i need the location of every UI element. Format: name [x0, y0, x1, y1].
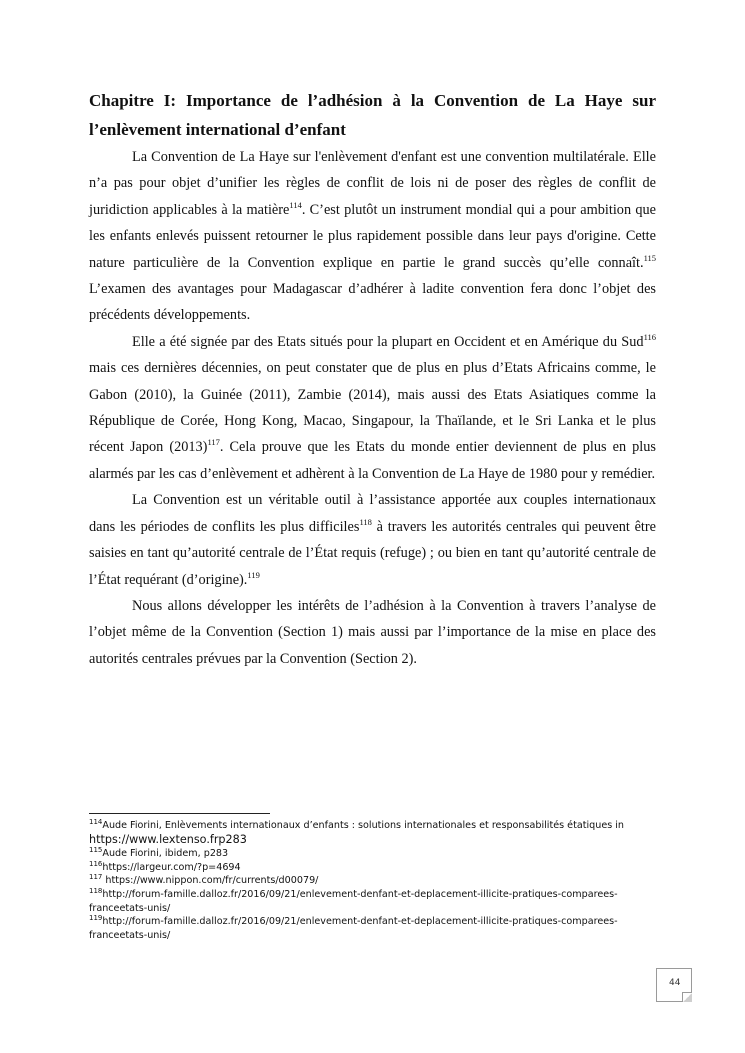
footnote-ref-114[interactable]: 114 [289, 199, 302, 210]
footnote-separator [89, 813, 270, 814]
footnote-ref-119[interactable]: 119 [247, 569, 260, 580]
footnote-114 [89, 819, 664, 847]
p2-text-a: Elle a été signée par des Etats situés pour la plupart en Occident et en Amérique du Sud [132, 333, 644, 350]
footnote-number: 114 [89, 818, 103, 826]
footnote-ref-118[interactable]: 118 [359, 516, 372, 527]
p3-text-a: La Convention est un véritable outil à l’assistance apportée aux couples internationaux dans les périodes de conflits les plus difficiles [89, 492, 656, 535]
p4-text-a: Nous allons développer les intérêts de l’adhésion à la Convention à travers l’analyse de l’objet même de la Convention (Section 1) mais aussi par l’importance de la mise en place des autorités centrales prévues par la Convention (Section 2). [89, 597, 656, 667]
p1-text-b: . C’est plutôt un instrument mondial qui a pour ambition que les enfants enlevés puissent retourner le plus rapidement possible dans leur pays d'origine. Cette nature particulière de la Convention explique en partie le grand succès qu’elle connaît. [89, 201, 656, 271]
footnote-number: 119 [89, 914, 103, 923]
body-text [89, 144, 656, 672]
footnote-ref-115[interactable]: 115 [643, 252, 656, 263]
chapter-title: Chapitre I: Importance de l’adhésion à la Convention de La Haye sur l’enlèvement international d’enfant [89, 91, 656, 139]
p2-text-b: mais ces dernières décennies, on peut constater que de plus en plus d’Etats Africains comme, le Gabon (2010), la Guinée (2011), Zambie (2014), mais aussi des Etats Asiatiques comme la République de Corée, Hong Kong, Macao, Singapour, la Thaïlande, et le Sri Lanka et le plus récent Japon (2013) [89, 360, 656, 456]
footnote-119 [89, 915, 664, 942]
footnote-text: Aude Fiorini, ibidem, p283 [102, 848, 229, 860]
paragraph-2 [89, 329, 656, 487]
p1-text-a: La Convention de La Haye sur l'enlèvement d'enfant est une convention multilatérale. Elle n’a pas pour objet d’unifier les règles de conflit de lois ni de poser des règles de conflit de juridiction applicables à la matière [89, 149, 656, 218]
footnote-link[interactable]: https://largeur.com/?p=4694 [102, 861, 241, 873]
footnote-number: 118 [89, 886, 103, 895]
footnote-115 [89, 847, 664, 861]
main-content [89, 86, 656, 672]
footnote-number: 116 [89, 859, 103, 868]
footnote-116 [89, 861, 664, 875]
footnote-number: 117 [89, 873, 103, 882]
footnote-text: Aude Fiorini, Enlèvements internationaux d’enfants : solutions internationales et responsabilités étatiques in [102, 820, 625, 831]
footnotes [89, 819, 664, 942]
page-fold-corner [682, 992, 692, 1002]
paragraph-4 [89, 593, 656, 672]
footnote-link[interactable]: http://forum-famille.dalloz.fr/2016/09/21/enlevement-denfant-et-deplacement-illicite-pratiques-comparees-franceetats-unis/ [89, 888, 618, 914]
paragraph-1 [89, 144, 656, 329]
footnote-number: 115 [89, 846, 103, 855]
footnote-link[interactable]: https://www.nippon.com/fr/currents/d00079/ [102, 875, 319, 887]
footnote-118 [89, 888, 664, 915]
footnote-ref-117[interactable]: 117 [207, 437, 220, 448]
p3-text-b: à travers les autorités centrales qui peuvent être saisies en tant qu’autorité centrale de l’État requis (refuge) ; ou bien en tant qu’autorité centrale de l’État requérant (d’origine). [89, 518, 656, 588]
paragraph-3 [89, 487, 656, 593]
footnote-link[interactable]: https://www.lextenso.frp283 [89, 832, 247, 846]
footnote-link[interactable]: http://forum-famille.dalloz.fr/2016/09/21/enlevement-denfant-et-deplacement-illicite-pratiques-comparees-franceetats-unis/ [89, 916, 618, 941]
p1-text-c: L’examen des avantages pour Madagascar d’adhérer à ladite convention fera donc l’objet des précédents développements. [89, 281, 656, 324]
page-number: 44 [669, 978, 681, 988]
page-number-box [656, 968, 692, 1002]
p2-text-c: . Cela prouve que les Etats du monde entier deviennent de plus en plus alarmés par les cas d’enlèvement et adhèrent à la Convention de La Haye de 1980 pour y remédier. [89, 439, 656, 482]
footnote-117 [89, 874, 664, 888]
footnote-ref-116[interactable]: 116 [643, 331, 656, 342]
